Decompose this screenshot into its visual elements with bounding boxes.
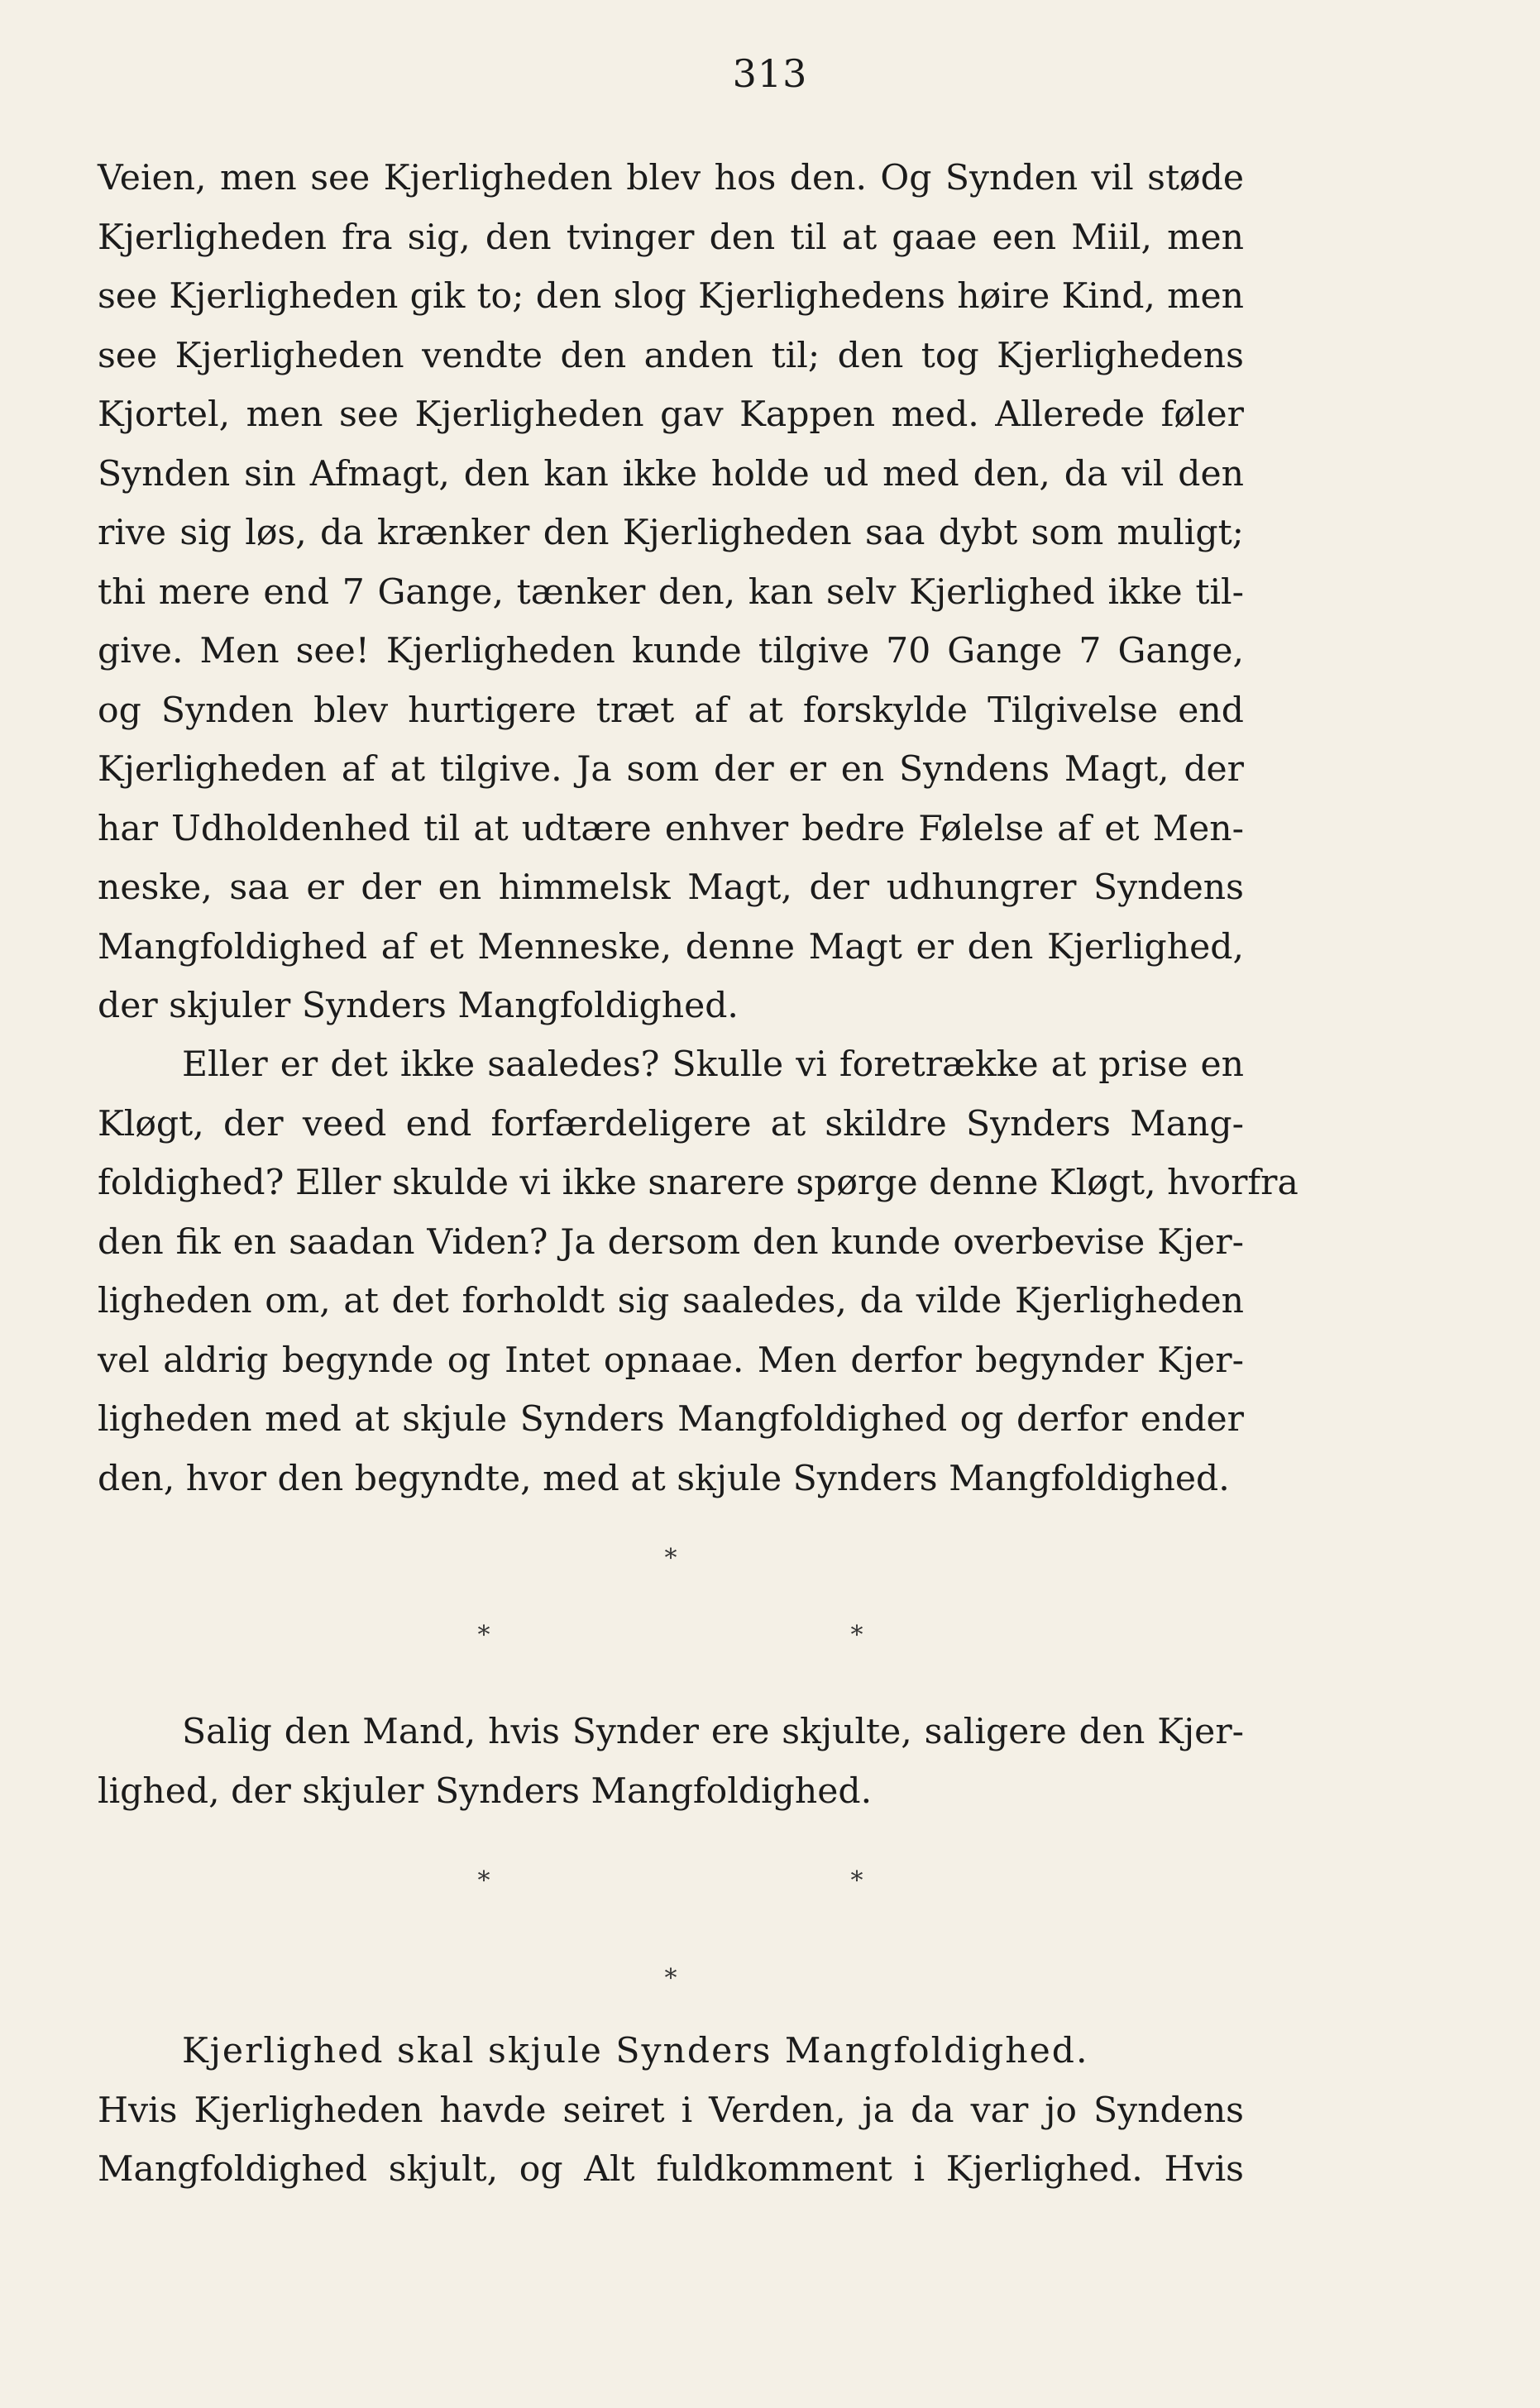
section-heading: Kjerlighed skal skjule Synders Mangfoldighed. (182, 2031, 1089, 2071)
text-line: Mangfoldighed af et Menneske, denne Magt er den Kjerlighed, (98, 926, 1244, 967)
text-line: Kjortel, men see Kjerligheden gav Kappen med. Allerede føler (98, 394, 1244, 435)
section (98, 2022, 1244, 2200)
asterisk: * (477, 1621, 490, 1650)
asterism (0, 1544, 1540, 1650)
text-line: ligheden med at skjule Synders Mangfoldighed og derfor ender (98, 1399, 1244, 1440)
paragraph-2 (98, 1035, 1298, 1508)
page-number: 313 (732, 51, 808, 96)
asterisk: * (850, 1621, 863, 1650)
text-line: Kjerligheden fra sig, den tvinger den til at gaae een Miil, men (98, 217, 1244, 258)
text-line: vel aldrig begynde og Intet opnaae. Men derfor begynder Kjer- (98, 1340, 1244, 1381)
asterisk: * (477, 1866, 490, 1895)
text-line: har Udholdenhed til at udtære enhver bedre Følelse af et Men- (98, 808, 1244, 849)
text-line: Salig den Mand, hvis Synder ere skjulte, saligere den Kjer- (182, 1712, 1244, 1752)
asterisk: * (664, 1964, 677, 1993)
text-line: Kløgt, der veed end forfærdeligere at skildre Synders Mang- (98, 1103, 1244, 1144)
text-line: see Kjerligheden gik to; den slog Kjerlighedens høire Kind, men (98, 276, 1244, 317)
text-line: neske, saa er der en himmelsk Magt, der udhungrer Syndens (98, 867, 1244, 908)
text-line: og Synden blev hurtigere træt af at forskylde Tilgivelse end (98, 690, 1244, 731)
text-line: give. Men see! Kjerligheden kunde tilgive 70 Gange 7 Gange, (98, 631, 1244, 671)
text-line: Hvis Kjerligheden havde seiret i Verden, ja da var jo Syndens (98, 2090, 1244, 2131)
asterisk: * (664, 1544, 677, 1573)
text-line: ligheden om, at det forholdt sig saaledes, da vilde Kjerligheden (98, 1281, 1244, 1321)
text-line: Veien, men see Kjerligheden blev hos den. Og Synden vil støde (98, 158, 1244, 198)
text-line: Kjerligheden af at tilgive. Ja som der er en Syndens Magt, der (98, 749, 1244, 790)
asterism (0, 1866, 1540, 1993)
text-line: Mangfoldighed skjult, og Alt fuldkomment i Kjerlighed. Hvis (98, 2149, 1244, 2190)
text-line: Synden sin Afmagt, den kan ikke holde ud med den, da vil den (98, 453, 1244, 494)
text-line: thi mere end 7 Gange, tænker den, kan selv Kjerlighed ikke til- (98, 571, 1244, 613)
text-line: den fik en saadan Viden? Ja dersom den kunde overbevise Kjer- (98, 1221, 1244, 1263)
text-line: Eller er det ikke saaledes? Skulle vi foretrække at prise en (182, 1044, 1244, 1085)
text-line: foldighed? Eller skulde vi ikke snarere spørge denne Kløgt, hvorfra (98, 1163, 1298, 1203)
text-line: see Kjerligheden vendte den anden til; den tog Kjerlighedens (98, 335, 1244, 376)
text-line: rive sig løs, da krænker den Kjerligheden saa dybt som muligt; (98, 513, 1244, 553)
text-line: den, hvor den begyndte, med at skjule Synders Mangfoldighed. (98, 1458, 1230, 1499)
paragraph-3 (98, 1703, 1244, 1821)
text-line: der skjuler Synders Mangfoldighed. (98, 986, 739, 1026)
paragraph-continued (98, 149, 1244, 1036)
asterisk: * (850, 1866, 863, 1895)
text-line: lighed, der skjuler Synders Mangfoldighed. (98, 1770, 873, 1812)
